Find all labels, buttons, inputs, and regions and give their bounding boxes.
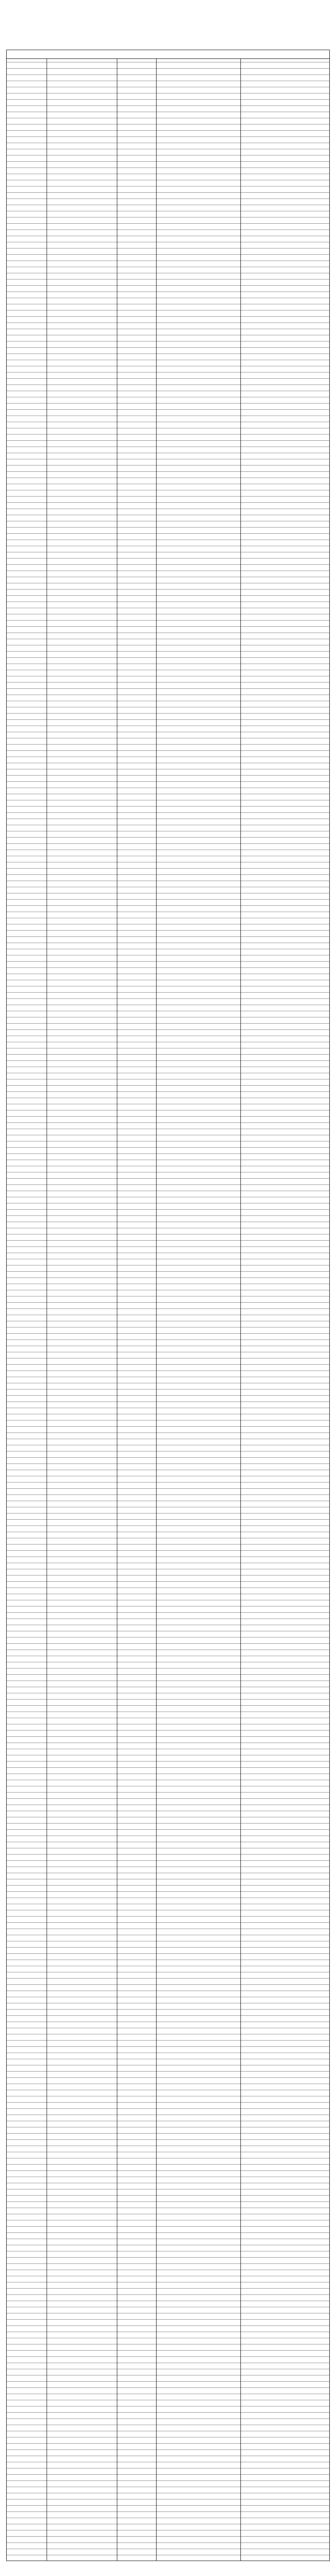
plan-table-grid <box>7 50 330 59</box>
column-header <box>157 50 241 59</box>
column-header <box>7 50 47 59</box>
column-header <box>241 50 330 59</box>
notice-text <box>6 22 330 44</box>
column-header <box>47 50 117 59</box>
plan-table <box>6 50 330 2561</box>
column-header <box>117 50 157 59</box>
page-footer <box>6 2563 330 2573</box>
table-header-row <box>7 50 330 59</box>
page-title <box>6 5 330 19</box>
